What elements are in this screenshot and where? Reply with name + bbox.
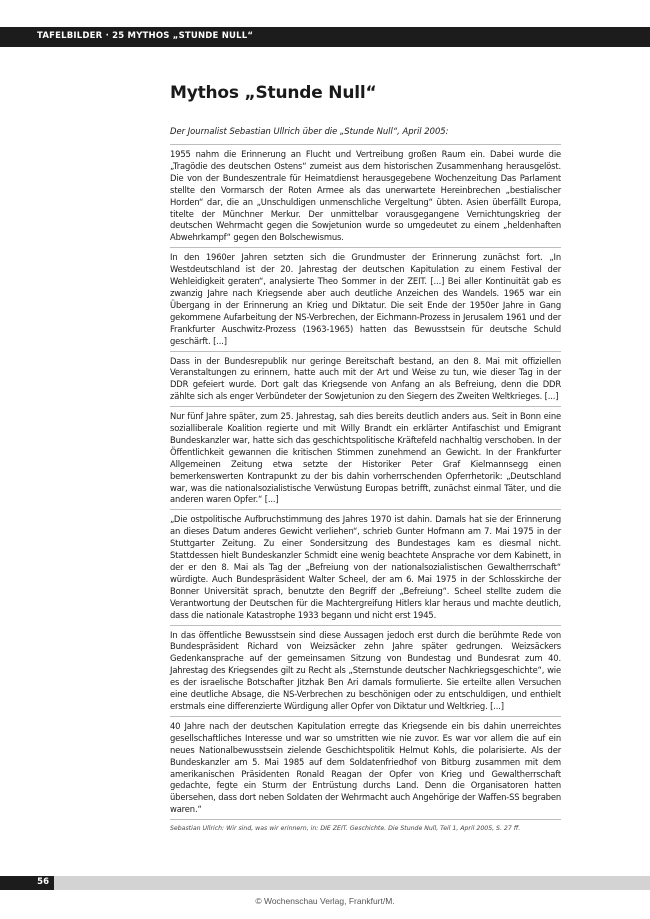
intro-line: Der Journalist Sebastian Ullrich über die „Stunde Null“, April 2005:: [170, 126, 449, 136]
paragraph: Nur fünf Jahre später, zum 25. Jahrestag, sah dies bereits deutlich anders aus. Seit in Bonn eine sozialliberale Koalition regierte und mit Willy Brandt ein erklärter Antifaschist und Emigrant Bundeskanzler war, hatte sich das geschichtspolitische Kräftefeld nachhaltig verschoben. In der Öffentlichkeit gewannen die kritischen Stimmen zunehmend an Gewicht. In der Frankfurter Allgemeinen Zeitung etwa setzte der Historiker Peter Graf Kielmannsegg einen bemerkenswerten Kontrapunkt zu der bis dahin vorherrschenden Opferrhetorik: „Deutschland war, was die nationalsozialistische Verwüstung Europas betrifft, zunächst einmal Täter, und die anderen waren Opfer.“ [...]: [170, 411, 561, 505]
divider: [170, 509, 561, 510]
divider: [170, 716, 561, 717]
copyright-notice: © Wochenschau Verlag, Frankfurt/M.: [255, 896, 395, 906]
paragraph: „Die ostpolitische Aufbruchstimmung des Jahres 1970 ist dahin. Damals hat sie der Erinnerung an dieses Datum anderes Gewicht verliehen“, schrieb Gunter Hofmann am 7. Mai 1975 in der Stuttgarter Zeitung. Zu einer Sondersitzung des Bundestages kam es diesmal nicht. Stattdessen hielt Bundeskanzler Schmidt eine wenig beachtete Ansprache vor dem Kabinett, in der er den 8. Mai als Tag der „Befreiung von der nationalsozialistischen Gewaltherrschaft“ würdigte. Auch Bundespräsident Walter Scheel, der am 6. Mai 1975 in der Schlosskirche der Bonner Universität sprach, benutzte den Begriff der „Befreiung“. Scheel stellte zudem die Verantwortung der Deutschen für die Machtergreifung Hitlers klar heraus und machte deutlich, dass die nationale Katastrophe 1933 begann und nicht erst 1945.: [170, 514, 561, 620]
divider: [170, 819, 561, 820]
paragraph: In das öffentliche Bewusstsein sind diese Aussagen jedoch erst durch die berühmte Rede von Bundespräsident Richard von Weizsäcker zehn Jahre später gedrungen. Weizsäckers Gedenkansprache auf der gemeinsamen Sitzung von Bundestag und Bundesrat zum 40. Jahrestag des Kriegsendes gilt zu Recht als „Sternstunde deutscher Nachkriegsgeschichte“, wie es der israelische Botschafter Jitzhak Ben Ari damals formulierte. Sie erteilte allen Versuchen eine deutliche Absage, die NS-Verbrechen zu beschönigen oder zu entschuldigen, und enthielt erstmals eine differenzierte Würdigung aller Opfer von Diktatur und Weltkrieg. [...]: [170, 629, 561, 711]
paragraph: 1955 nahm die Erinnerung an Flucht und Vertreibung großen Raum ein. Dabei wurde die „Tragödie des deutschen Ostens“ zumeist aus dem historischen Zusammenhang herausgelöst. Die von der Bundeszentrale für Heimatdienst herausgegebene Wochenzeitung Das Parlament stellte den Vormarsch der Roten Armee als das unerwartete Hereinbrechen „bestialischer Horden“ dar, die an „Unschuldigen unmenschliche Vergeltung“ übten. Asien überfällt Europa, titelte der Münchner Merkur. Der unmittelbar vorausgegangene Vernichtungskrieg der deutschen Wehrmacht gegen die Sowjetunion wurde so umgedeutet zu einem „heldenhaften Abwehrkampf“ gegen den Bolschewismus.: [170, 149, 561, 243]
divider: [170, 406, 561, 407]
header-bar: [0, 27, 650, 47]
paragraph: 40 Jahre nach der deutschen Kapitulation erregte das Kriegsende ein bis dahin unerreichtes gesellschaftliches Interesse und war so umstritten wie nie zuvor. Es war vor allem die auf ein neues Nationalbewusstsein zielende Geschichtspolitik Helmut Kohls, die polarisierte. Als der Bundeskanzler am 5. Mai 1985 auf dem Soldatenfriedhof von Bitburg zusammen mit dem amerikanischen Präsidenten Ronald Reagan der Opfer von Krieg und Gewaltherrschaft gedachte, fegte ein Sturm der Entrüstung durchs Land. Denn die Organisatoren hatten übersehen, dass dort neben Soldaten der Wehrmacht auch Angehörige der Waffen-SS begraben waren.“: [170, 720, 561, 815]
divider: [170, 625, 561, 626]
paragraph: Dass in der Bundesrepublik nur geringe Bereitschaft bestand, an den 8. Mai mit offiziellen Veranstaltungen zu erinnern, hatte auch mit der Art und Weise zu tun, wie dieser Tag in der DDR gefeiert wurde. Dort galt das Kriegsende von Anfang an als Befreiung, denn die DDR zählte sich als enger Verbündeter der Sowjetunion zu den Siegern des Zweiten Weltkrieges. [...]: [170, 355, 561, 402]
header-label: TAFELBILDER · 25 MYTHOS „STUNDE NULL“: [37, 31, 254, 41]
page-number: 56: [37, 877, 49, 887]
source-citation: Sebastian Ullrich: Wir sind, was wir erinnern, in: DIE ZEIT. Geschichte. Die Stunde Null, Teil 1, April 2005, S. 27 ff.: [170, 825, 521, 833]
page-number-box: [0, 876, 54, 890]
article: [170, 83, 561, 833]
footer-bar: [0, 876, 650, 890]
paragraph: In den 1960er Jahren setzten sich die Grundmuster der Erinnerung zunächst fort. „In Westdeutschland ist der 20. Jahrestag der deutschen Kapitulation zu einem Festival der Wehleidigkeit geraten“, analysierte Theo Sommer in der ZEIT. [...] Bei aller Kontinuität gab es zwanzig Jahre nach Kriegsende aber auch deutliche Anzeichen des Wandels. 1965 war ein Übergang in der Erinnerung an Krieg und Diktatur. Die seit Ende der 1950er Jahre in Gang gekommene Aufarbeitung der NS-Verbrechen, der Eichmann-Prozess in Jerusalem 1961 und der Frankfurter Auschwitz-Prozess (1963-1965) hatten das Bewusstsein für deutsche Schuld geschärft. [...]: [170, 252, 561, 346]
divider: [170, 247, 561, 248]
divider: [170, 351, 561, 352]
divider: [170, 144, 561, 145]
page-title: Mythos „Stunde Null“: [170, 83, 377, 103]
